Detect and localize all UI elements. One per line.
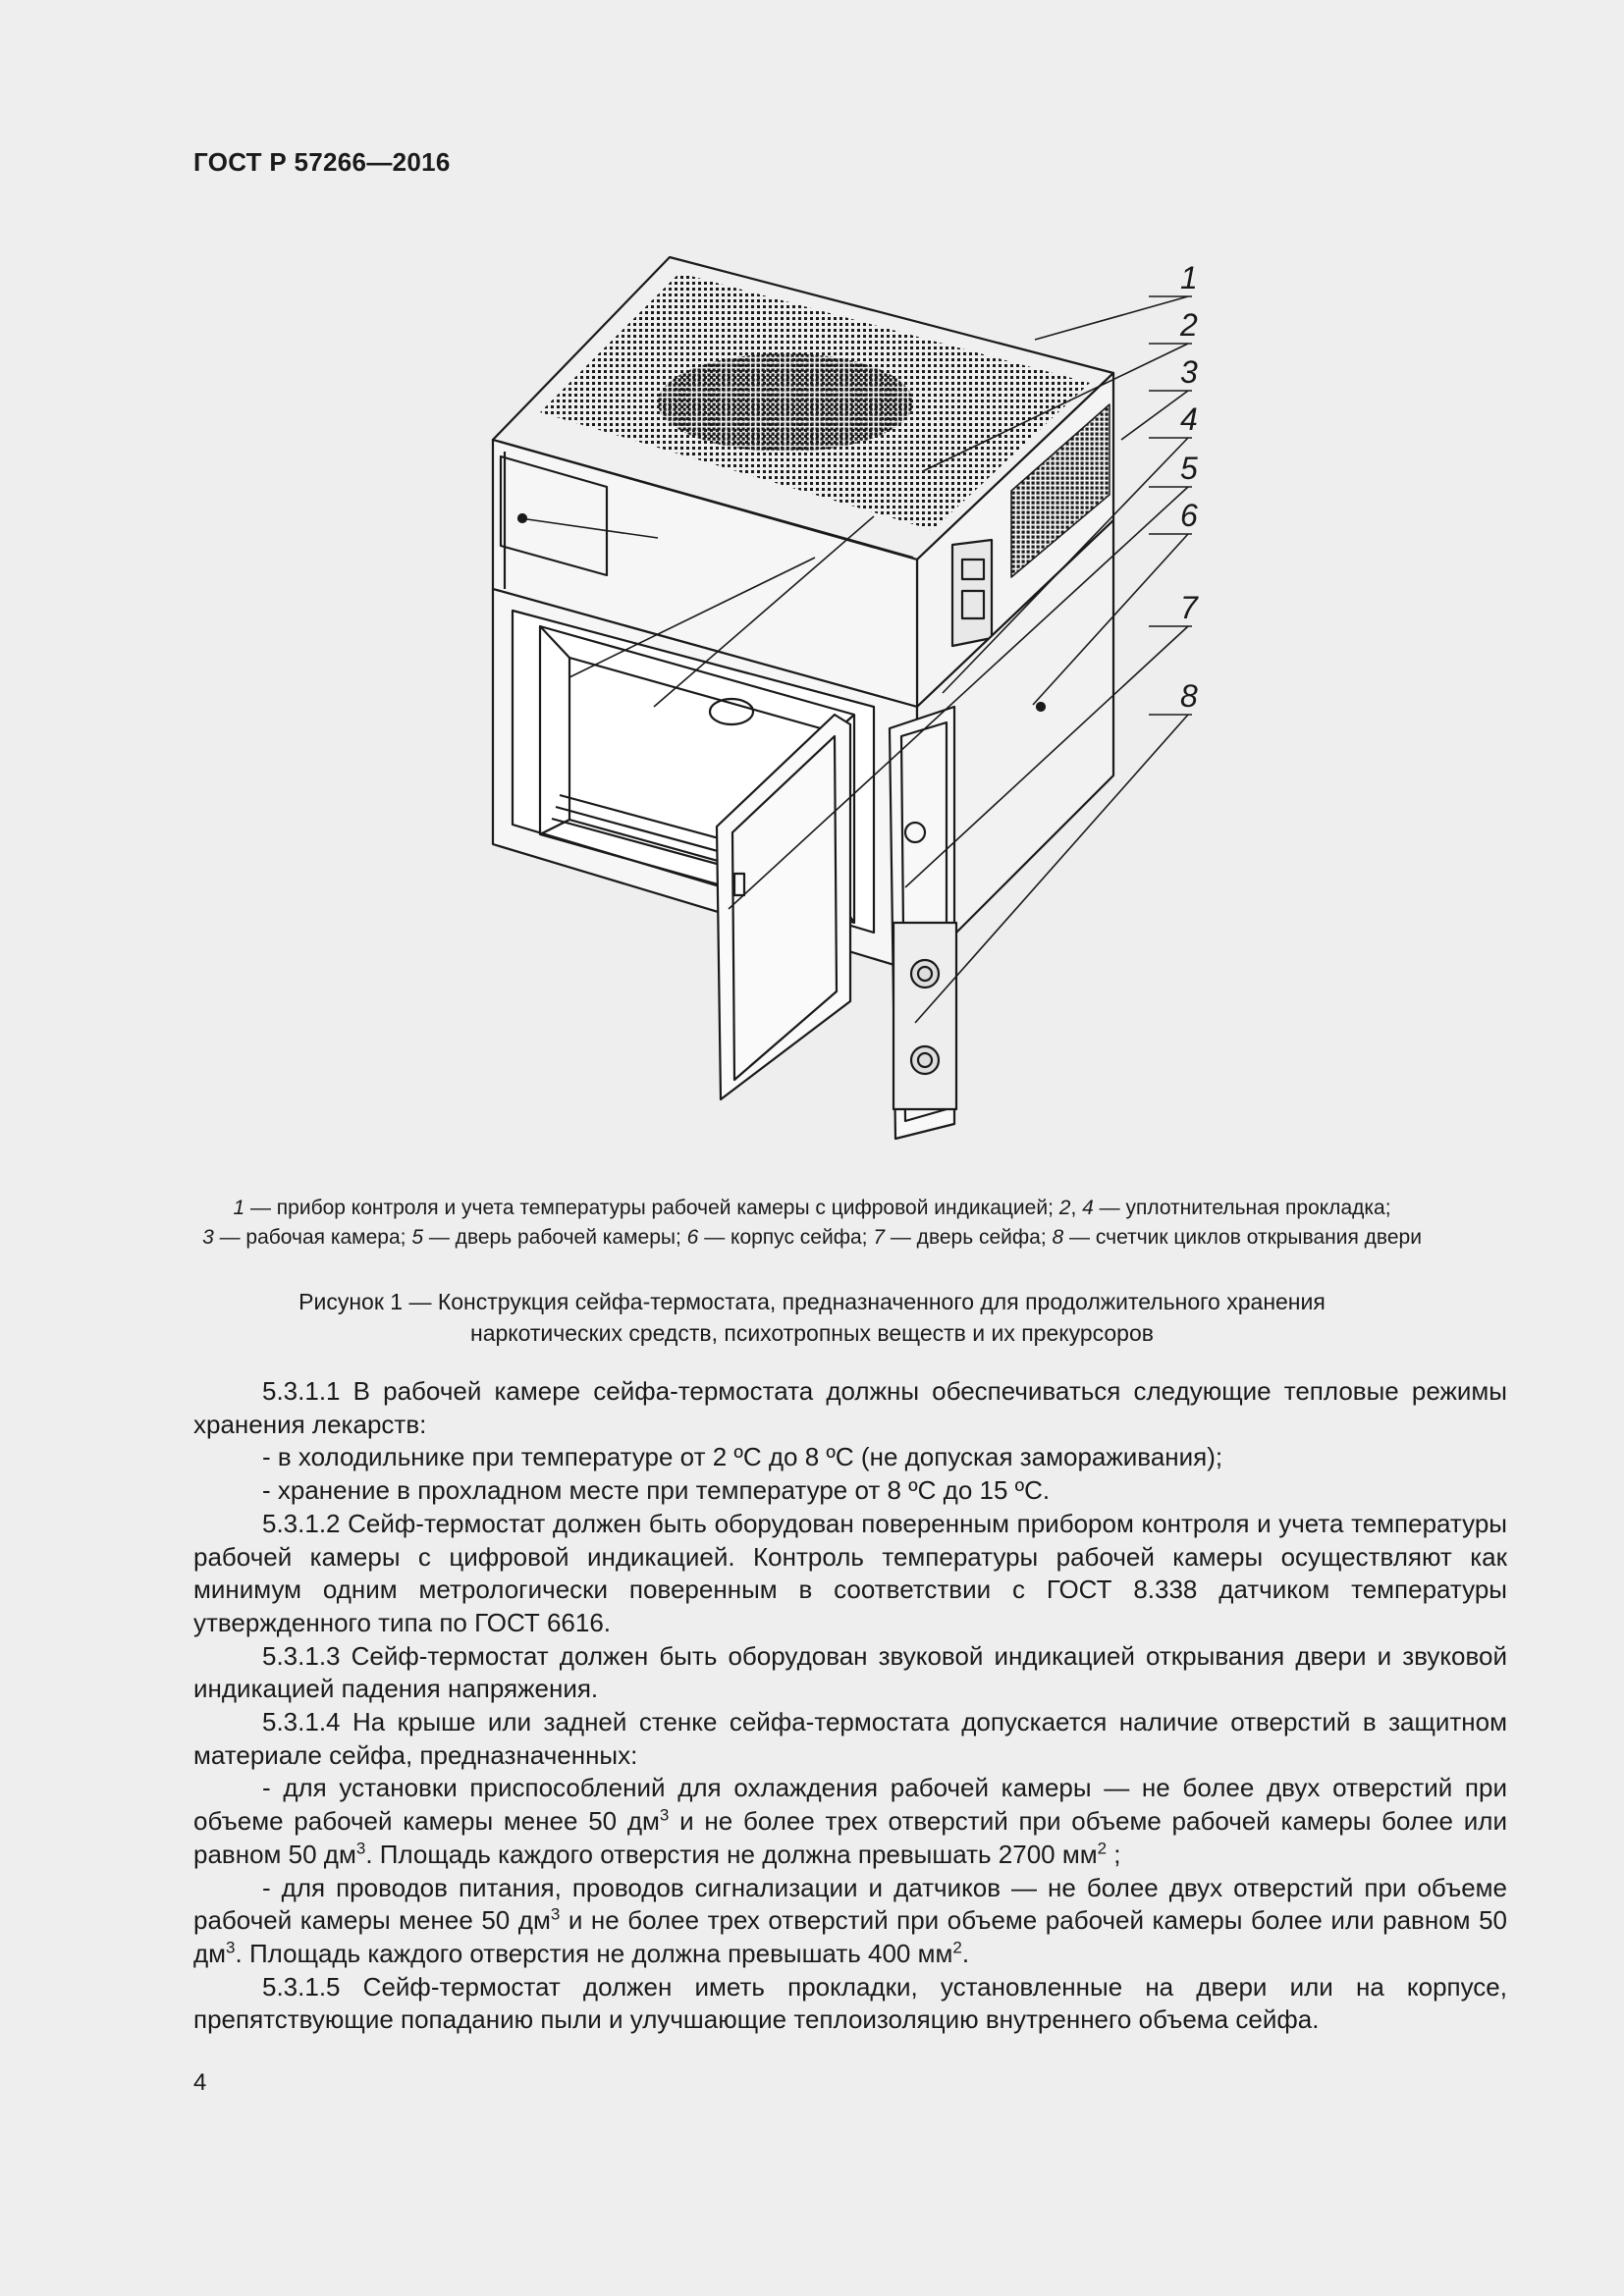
callout-8: 8	[1180, 678, 1198, 714]
legend-text: ,	[1070, 1197, 1083, 1219]
document-code: ГОСТ Р 57266—2016	[193, 147, 451, 177]
text-run: ;	[1107, 1839, 1121, 1869]
legend-num: 1	[233, 1197, 245, 1219]
legend-line-1	[137, 1194, 1487, 1223]
legend-text: — дверь сейфа;	[885, 1226, 1053, 1249]
superscript: 3	[355, 1839, 366, 1858]
superscript: 2	[952, 1938, 962, 1957]
page-number: 4	[193, 2069, 207, 2096]
callout-4: 4	[1180, 401, 1198, 437]
superscript: 3	[226, 1938, 236, 1957]
text-run: - для установки приспособлений для охлаждения рабочей камеры — не более двух отверстий при объеме рабочей камеры менее 50 дм	[193, 1773, 1507, 1837]
caption-line-2: наркотических средств, психотропных веществ и их прекурсоров	[470, 1320, 1154, 1346]
paragraph-5-3-1-1: 5.3.1.1 В рабочей камере сейфа-термостата должны обеспечиваться следующие тепловые режимы хранения лекарств:	[193, 1376, 1507, 1439]
legend-num: 3	[202, 1226, 214, 1249]
text-run: . Площадь каждого отверстия не должна превышать 400 мм	[235, 1938, 953, 1968]
superscript: 3	[550, 1904, 561, 1924]
paragraph-5-3-1-4: 5.3.1.4 На крыше или задней стенке сейфа-термостата допускается наличие отверстий в защитном материале сейфа, предназначенных:	[193, 1707, 1507, 1770]
legend-text: — корпус сейфа;	[698, 1226, 874, 1249]
legend-line-2	[137, 1223, 1487, 1253]
callout-7: 7	[1180, 590, 1198, 625]
door-lock-1	[911, 960, 939, 988]
legend-text: — уплотнительная прокладка;	[1093, 1197, 1391, 1219]
legend-num: 4	[1082, 1197, 1094, 1219]
legend-num: 6	[686, 1226, 699, 1249]
door-lock-2	[911, 1046, 939, 1074]
caption-line-1: Рисунок 1 — Конструкция сейфа-термостата, предназначенного для продолжительного хранения	[298, 1289, 1326, 1314]
text-run: и не более трех отверстий при объеме рабочей камеры более или равном 50 дм	[193, 1806, 1507, 1869]
callout-1: 1	[1180, 260, 1198, 295]
figure-caption	[137, 1286, 1487, 1349]
safe-thermostat-drawing	[461, 245, 1227, 1148]
legend-text: — дверь рабочей камеры;	[423, 1226, 687, 1249]
legend-num: 8	[1052, 1226, 1064, 1249]
door-counter	[893, 923, 956, 1109]
superscript: 3	[659, 1805, 670, 1825]
paragraph-5-3-1-5: 5.3.1.5 Сейф-термостат должен иметь прокладки, установленные на двери или на корпусе, препятствующие попаданию пыли и улучшающие теплоизоляцию внутреннего объема сейфа.	[193, 1971, 1507, 2035]
callout-2: 2	[1180, 307, 1198, 343]
legend-text: — прибор контроля и учета температуры рабочей камеры с цифровой индикацией;	[244, 1197, 1059, 1219]
superscript: 2	[1097, 1839, 1108, 1858]
temperature-controller	[952, 540, 992, 646]
text-run: .	[961, 1938, 970, 1968]
callout-3: 3	[1180, 354, 1198, 390]
legend-num: 2	[1058, 1197, 1071, 1219]
paragraph-5-3-1-3: 5.3.1.3 Сейф-термостат должен быть оборудован звуковой индикацией открывания двери и звуковой индикацией падения напряжения.	[193, 1640, 1507, 1704]
list-item-cable-holes	[193, 1872, 1507, 1971]
legend-num: 7	[873, 1226, 886, 1249]
text-run: - для проводов питания, проводов сигнализации и датчиков — не более двух отверстий при объеме рабочей камеры менее 50 дм	[193, 1872, 1507, 1936]
list-item-fridge: - в холодильнике при температуре от 2 ºС до 8 ºС (не допуская замораживания);	[262, 1442, 1223, 1472]
callout-5: 5	[1180, 451, 1198, 486]
figure-legend	[137, 1194, 1487, 1253]
paragraph-5-3-1-2: 5.3.1.2 Сейф-термостат должен быть оборудован поверенным прибором контроля и учета температуры рабочей камеры с цифровой индикацией. Контроль температуры рабочей камеры осуществляют как минимум одним метрологически поверенным в соответствии с ГОСТ 8.338 датчиком температуры утвержденного типа по ГОСТ 6616.	[193, 1508, 1507, 1637]
legend-num: 5	[411, 1226, 424, 1249]
list-item-cooling-holes	[193, 1772, 1507, 1871]
body-text	[193, 1375, 1507, 2037]
legend-text: — счетчик циклов открывания двери	[1063, 1226, 1422, 1249]
text-run: . Площадь каждого отверстия не должна превышать 2700 мм	[365, 1839, 1098, 1869]
callout-6: 6	[1180, 498, 1198, 533]
list-item-cool-place: - хранение в прохладном месте при температуре от 8 ºС до 15 ºС.	[262, 1475, 1051, 1506]
text-run: и не более трех отверстий при объеме рабочей камеры более или равном 50 дм	[193, 1905, 1508, 1968]
legend-text: — рабочая камера;	[213, 1226, 412, 1249]
